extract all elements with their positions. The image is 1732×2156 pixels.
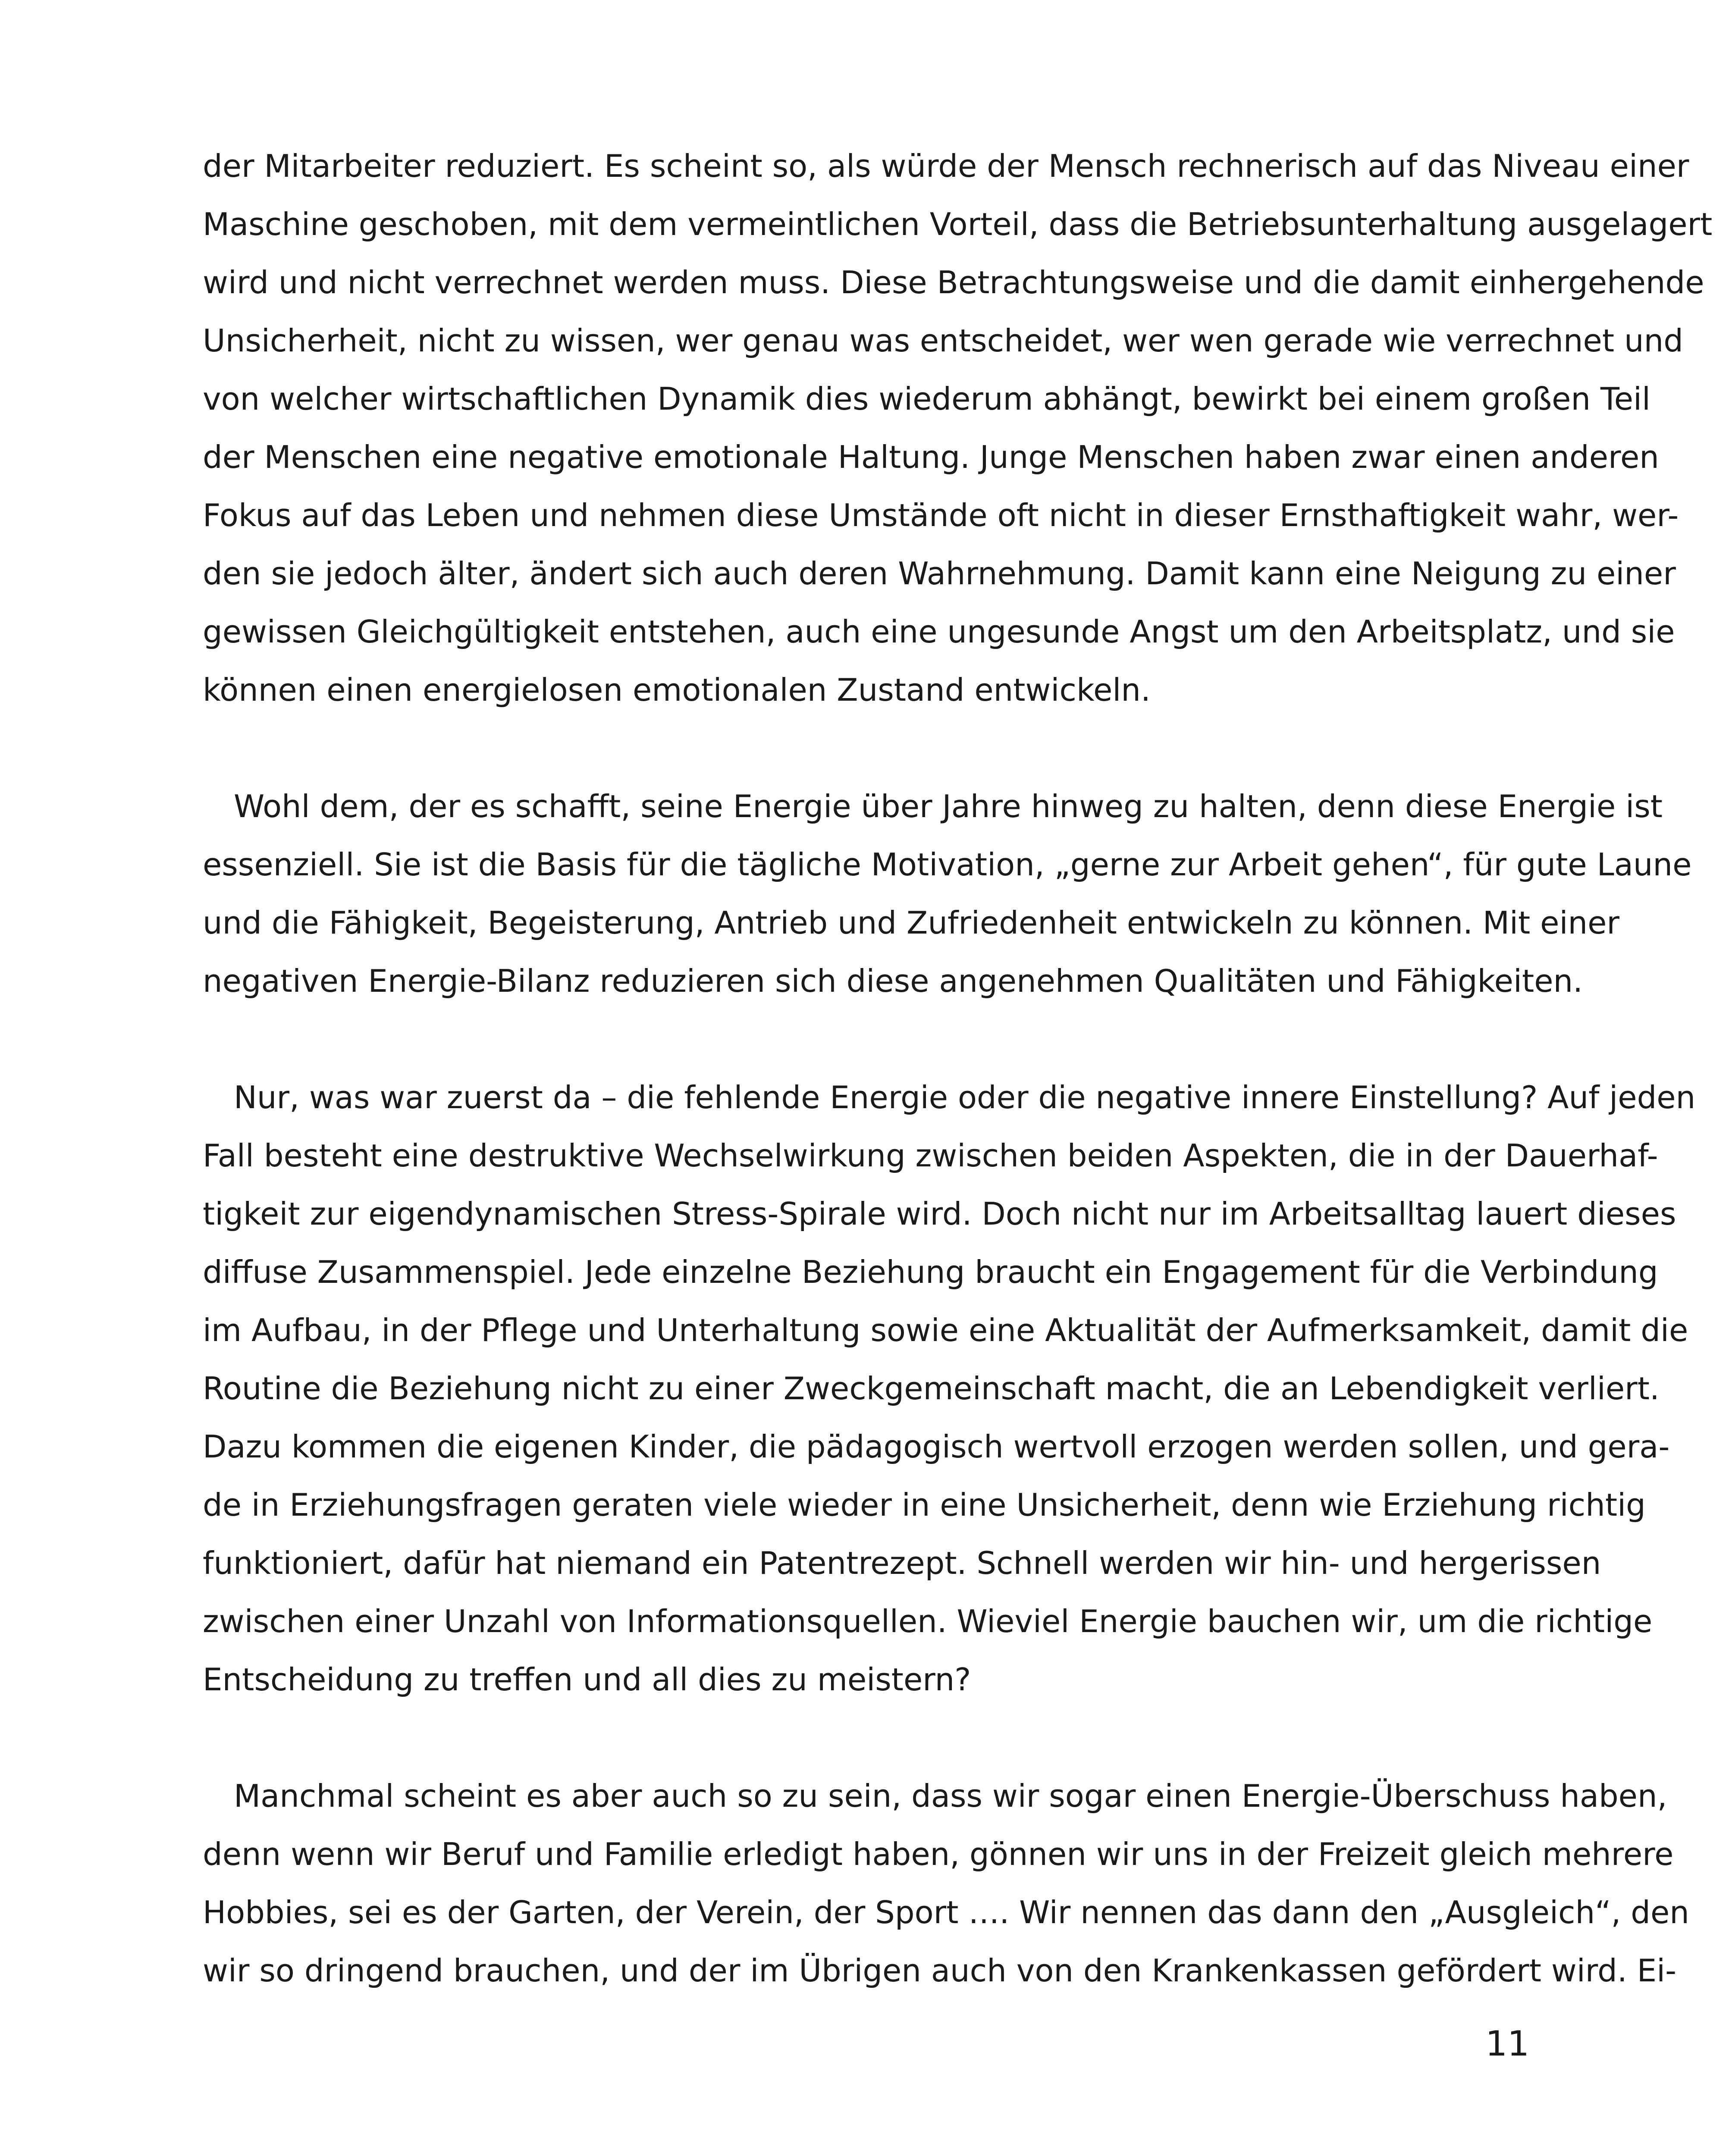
paragraph-spacer (203, 1010, 1529, 1069)
text-line: denn wenn wir Beruf und Familie erledigt haben, gönnen wir uns in der Freizeit gleich mehrere (203, 1836, 1674, 1872)
text-line: im Aufbau, in der Pflege und Unterhaltung sowie eine Aktualität der Aufmerksamkeit, damit die (203, 1312, 1688, 1348)
paragraph-4 (203, 1767, 1689, 2000)
text-line: wir so dringend brauchen, und der im Übrigen auch von den Krankenkassen gefördert wird. Ei- (203, 1952, 1677, 1989)
text-line: können einen energielosen emotionalen Zustand entwickeln. (203, 672, 1151, 708)
text-line: tigkeit zur eigendynamischen Stress-Spirale wird. Doch nicht nur im Arbeitsalltag lauert dieses (203, 1196, 1676, 1232)
paragraph-spacer (203, 719, 1529, 777)
text-line: Fall besteht eine destruktive Wechselwirkung zwischen beiden Aspekten, die in der Dauerhaf- (203, 1138, 1658, 1174)
text-line: negativen Energie-Bilanz reduzieren sich diese angenehmen Qualitäten und Fähigkeiten. (203, 963, 1583, 999)
text-line: Wohl dem, der es schafft, seine Energie über Jahre hinweg zu halten, denn diese Energie ist (234, 788, 1663, 824)
text-line: der Mitarbeiter reduziert. Es scheint so, als würde der Mensch rechnerisch auf das Niveau einer (203, 148, 1689, 184)
text-line: den sie jedoch älter, ändert sich auch deren Wahrnehmung. Damit kann eine Neigung zu einer (203, 555, 1676, 592)
text-line: Maschine geschoben, mit dem vermeintlichen Vorteil, dass die Betriebsunterhaltung ausgelagert (203, 206, 1713, 242)
text-line: der Menschen eine negative emotionale Haltung. Junge Menschen haben zwar einen anderen (203, 439, 1659, 475)
text-line: diffuse Zusammenspiel. Jede einzelne Beziehung braucht ein Engagement für die Verbindung (203, 1254, 1658, 1290)
text-line: Hobbies, sei es der Garten, der Verein, der Sport …. Wir nennen das dann den „Ausgleich“, den (203, 1894, 1689, 1930)
text-line: gewissen Gleichgültigkeit entstehen, auch eine ungesunde Angst um den Arbeitsplatz, und sie (203, 614, 1675, 650)
text-line: funktioniert, dafür hat niemand ein Patentrezept. Schnell werden wir hin- und hergerissen (203, 1545, 1601, 1581)
text-line: Unsicherheit, nicht zu wissen, wer genau was entscheidet, wer wen gerade wie verrechnet und (203, 323, 1683, 359)
paragraph-2 (203, 777, 1692, 1010)
text-line: wird und nicht verrechnet werden muss. Diese Betrachtungsweise und die damit einhergehende (203, 264, 1704, 301)
text-line: und die Fähigkeit, Begeisterung, Antrieb und Zufriedenheit entwickeln zu können. Mit einer (203, 905, 1619, 941)
text-line: essenziell. Sie ist die Basis für die tägliche Motivation, „gerne zur Arbeit gehen“, für gute Laune (203, 846, 1692, 883)
text-line: Dazu kommen die eigenen Kinder, die pädagogisch wertvoll erzogen werden sollen, und gera- (203, 1429, 1670, 1465)
text-line: Nur, was war zuerst da – die fehlende Energie oder die negative innere Einstellung? Auf jeden (234, 1079, 1696, 1116)
paragraph-spacer (203, 1709, 1529, 1767)
text-line: von welcher wirtschaftlichen Dynamik dies wiederum abhängt, bewirkt bei einem großen Teil (203, 381, 1651, 417)
text-line: zwischen einer Unzahl von Informationsquellen. Wieviel Energie bauchen wir, um die richtige (203, 1603, 1653, 1639)
text-line: Entscheidung zu treffen und all dies zu meistern? (203, 1661, 971, 1698)
text-line: Fokus auf das Leben und nehmen diese Umstände oft nicht in dieser Ernsthaftigkeit wahr, wer- (203, 497, 1679, 533)
text-line: de in Erziehungsfragen geraten viele wieder in eine Unsicherheit, denn wie Erziehung richtig (203, 1487, 1646, 1523)
text-line: Manchmal scheint es aber auch so zu sein, dass wir sogar einen Energie-Überschuss haben, (234, 1778, 1667, 1814)
paragraph-1 (203, 137, 1713, 719)
page-number: 11 (1485, 2024, 1529, 2064)
paragraph-3 (203, 1069, 1696, 1709)
text-line: Routine die Beziehung nicht zu einer Zweckgemeinschaft macht, die an Lebendigkeit verliert. (203, 1370, 1660, 1407)
body-text (203, 137, 1713, 2000)
